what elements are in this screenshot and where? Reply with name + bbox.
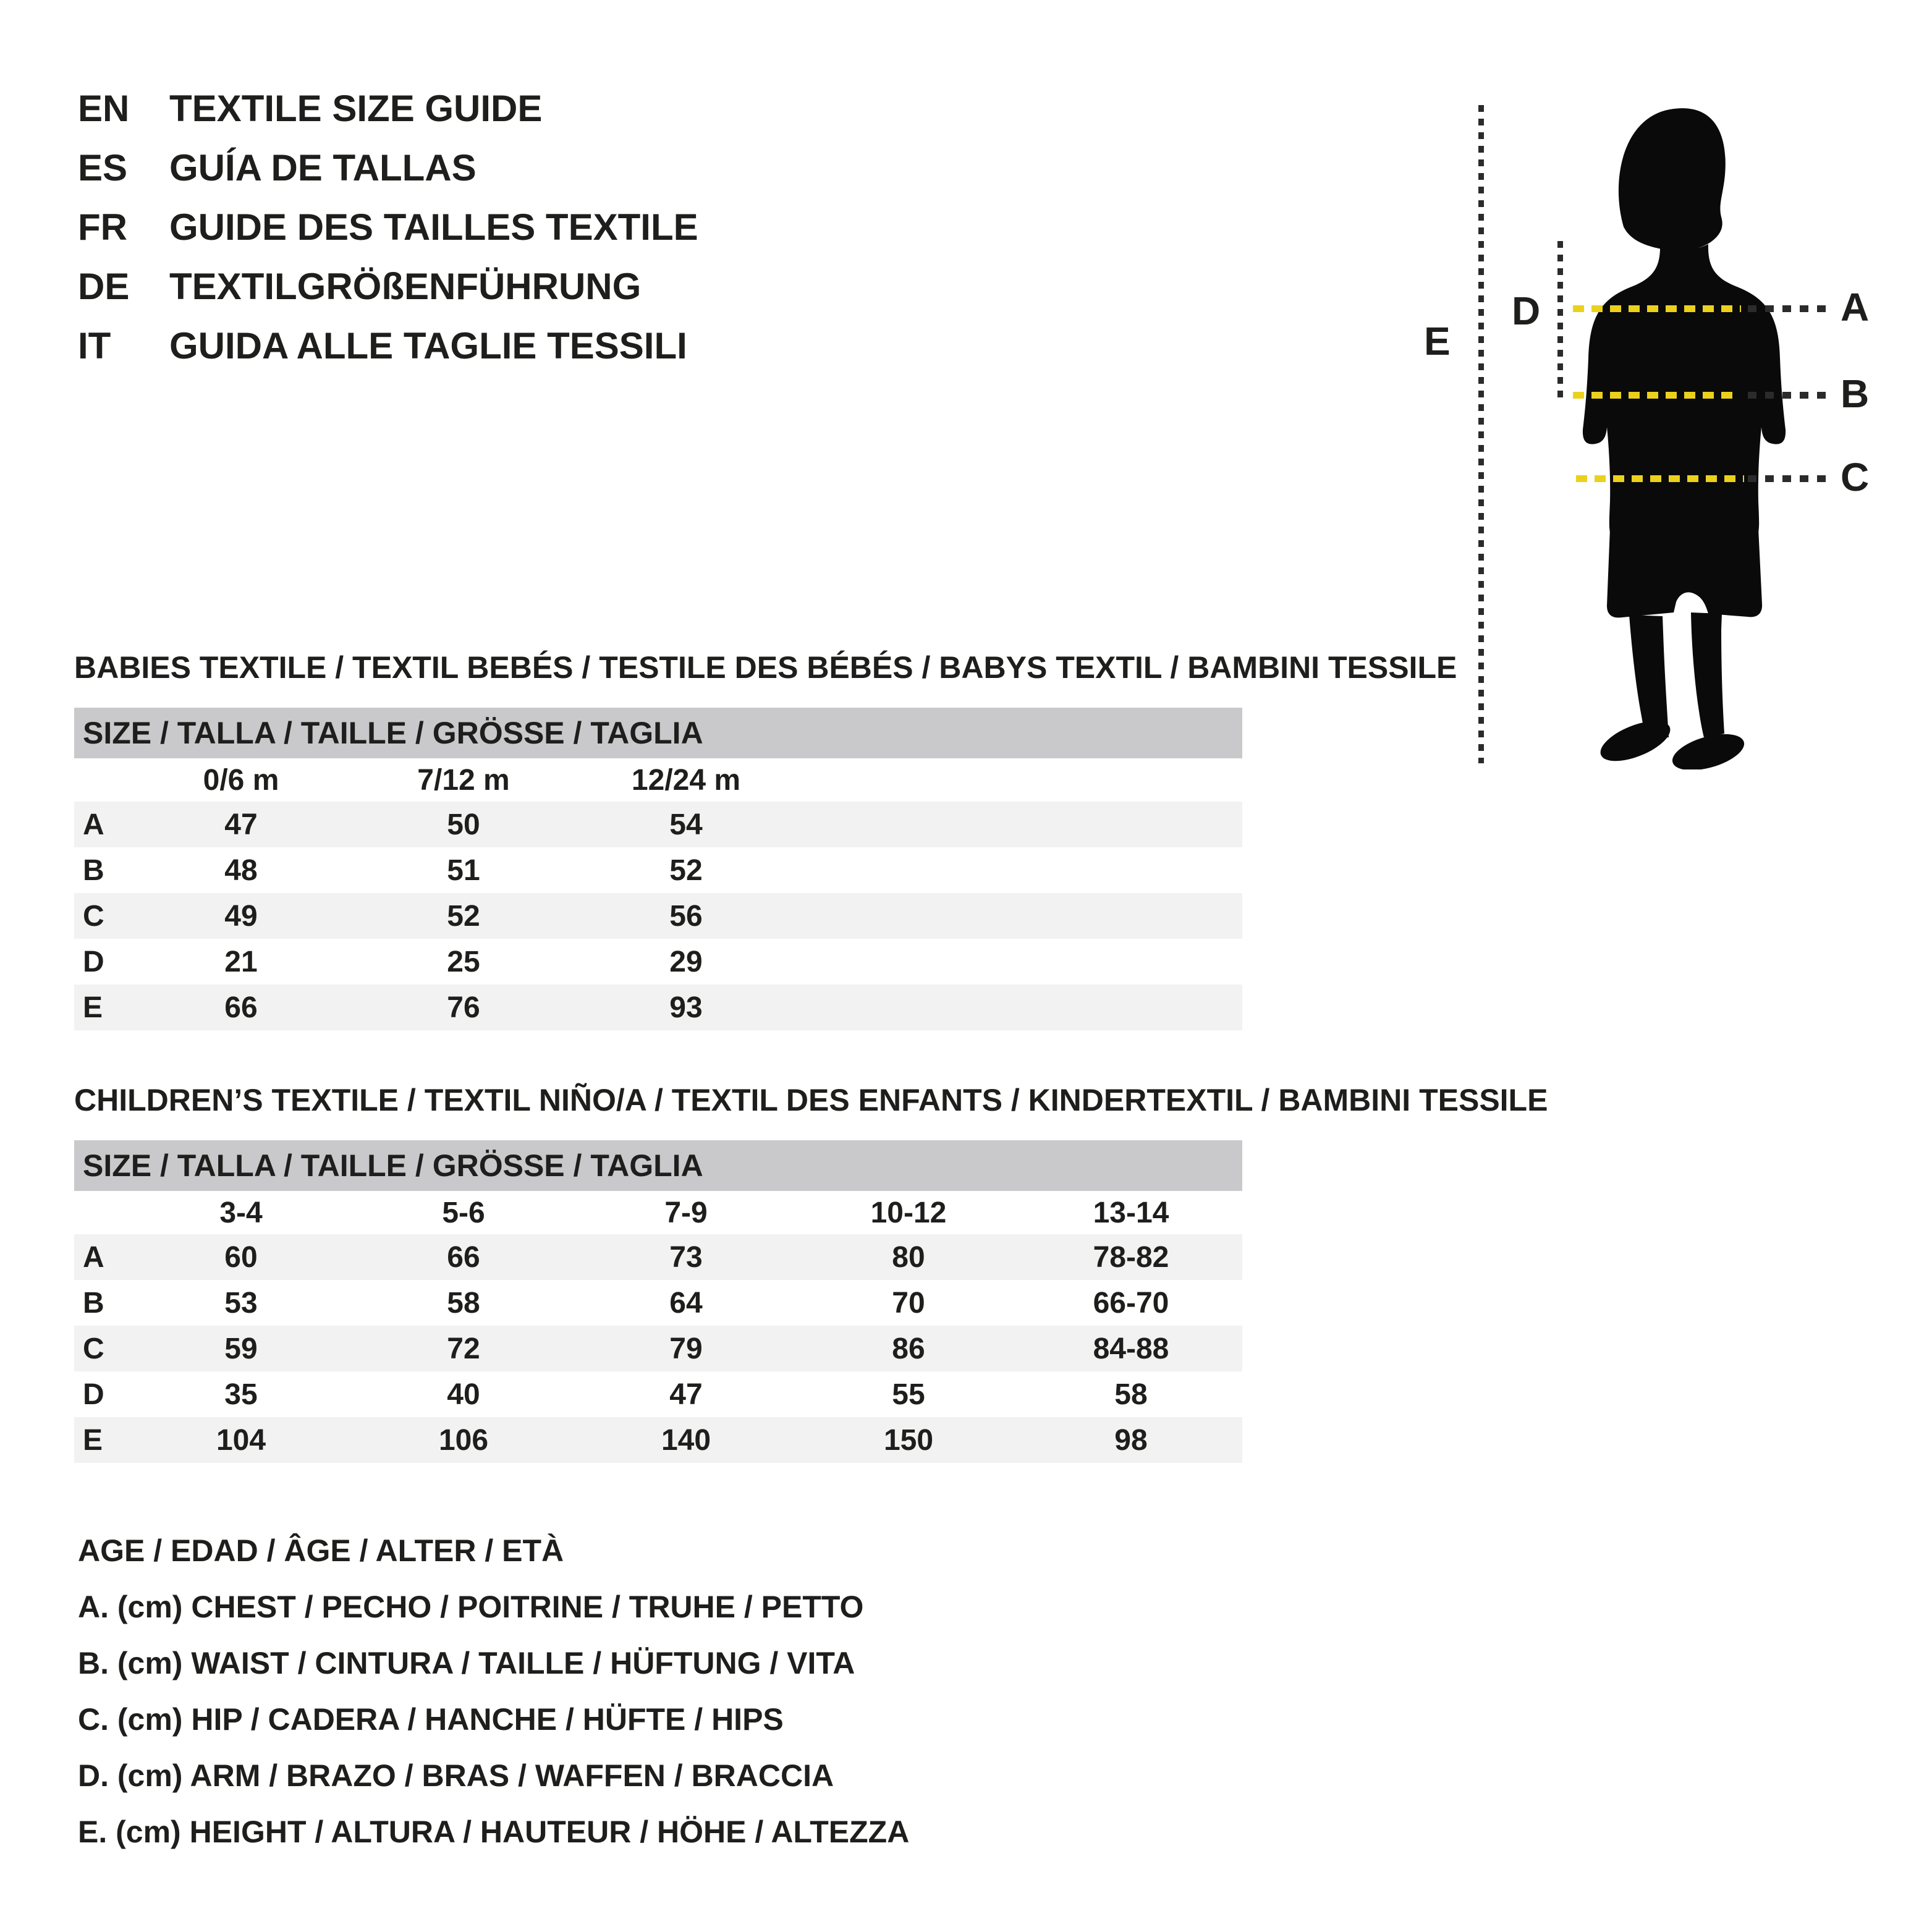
table-row [74,1234,1242,1280]
size-col-header: 3-4 [219,1196,263,1229]
table-row [74,939,1242,985]
measure-value: 66 [224,991,258,1024]
row-letter: D [83,945,104,978]
measure-value: 78-82 [1093,1240,1169,1274]
row-letter: B [83,854,104,887]
lang-row-it [78,324,687,372]
table-row [74,985,1242,1030]
figure-label-b: B [1841,371,1870,416]
measure-value: 79 [669,1332,703,1365]
lang-row-es [78,146,477,194]
measure-value: 140 [661,1423,711,1457]
table-row [74,1326,1242,1371]
lang-title: GUIDA ALLE TAGLIE TESSILI [169,325,687,366]
measure-value: 25 [447,945,480,978]
hip-measure-dash-dark [1748,475,1826,482]
silhouette-left-leg [1629,615,1669,740]
measure-value: 51 [447,854,480,887]
table-row [74,1280,1242,1326]
row-letter: E [83,991,103,1024]
measure-value: 52 [669,854,703,887]
size-col-header: 0/6 m [203,763,279,797]
measure-value: 76 [447,991,480,1024]
child-silhouette-image [1564,96,1792,769]
size-col-header: 10-12 [870,1196,947,1229]
measure-value: 66 [447,1240,480,1274]
figure-label-e: E [1424,319,1451,363]
children-table-header-bar [74,1140,1242,1191]
legend-hip: C. (cm) HIP / CADERA / HANCHE / HÜFTE / HIPS [78,1702,784,1737]
arm-measure-line [1557,241,1563,400]
table-row [74,847,1242,893]
measure-value: 60 [224,1240,258,1274]
lang-title: TEXTILGRÖßENFÜHRUNG [169,266,642,307]
lang-title: TEXTILE SIZE GUIDE [169,88,543,129]
measure-value: 53 [224,1286,258,1320]
measure-value: 21 [224,945,258,978]
row-letter: E [83,1423,103,1457]
measure-value: 47 [669,1378,703,1411]
measure-value: 93 [669,991,703,1024]
lang-row-en [78,87,542,135]
measure-value: 72 [447,1332,480,1365]
row-letter: A [83,808,104,841]
babies-size-table [74,708,1242,1030]
lang-code: IT [78,325,111,366]
babies-table-header-bar [74,708,1242,758]
measure-value: 40 [447,1378,480,1411]
measure-value: 64 [669,1286,703,1320]
children-table-header-text: SIZE / TALLA / TAILLE / GRÖSSE / TAGLIA [83,1148,703,1183]
waist-measure-dash-dark [1748,392,1826,399]
measure-value: 70 [892,1286,925,1320]
lang-code: EN [78,88,130,129]
babies-sizes-row [74,758,1242,802]
figure-label-c: C [1841,455,1870,499]
chest-measure-dash-yellow [1573,305,1741,312]
measure-value: 104 [216,1423,266,1457]
children-section-title: CHILDREN’S TEXTILE / TEXTIL NIÑO/A / TEXTIL DES ENFANTS / KINDERTEXTIL / BAMBINI TESSILE [74,1083,1548,1117]
row-letter: C [83,899,104,933]
height-measure-line [1478,105,1484,763]
measure-value: 150 [883,1423,934,1457]
measure-value: 54 [669,808,703,841]
lang-title: GUIDE DES TAILLES TEXTILE [169,206,698,248]
waist-measure-dash-yellow [1573,392,1737,399]
table-row [74,893,1242,939]
measure-value: 98 [1114,1423,1148,1457]
measure-value: 58 [447,1286,480,1320]
babies-table-header-text: SIZE / TALLA / TAILLE / GRÖSSE / TAGLIA [83,716,703,750]
measure-value: 58 [1114,1378,1148,1411]
silhouette-right-leg [1691,612,1724,737]
measure-value: 106 [438,1423,489,1457]
table-row [74,802,1242,847]
silhouette-torso [1583,244,1786,532]
babies-section-title: BABIES TEXTILE / TEXTIL BEBÉS / TESTILE DES BÉBÉS / BABYS TEXTIL / BAMBINI TESSILE [74,650,1457,685]
row-letter: A [83,1240,104,1274]
measure-value: 84-88 [1093,1332,1169,1365]
legend-waist: B. (cm) WAIST / CINTURA / TAILLE / HÜFTUNG / VITA [78,1646,855,1680]
size-col-header: 5-6 [442,1196,485,1229]
children-sizes-row [74,1191,1242,1234]
lang-code: DE [78,266,130,307]
measure-value: 35 [224,1378,258,1411]
chest-measure-dash-dark [1748,305,1826,312]
silhouette-shorts [1607,528,1762,617]
measure-value: 66-70 [1093,1286,1169,1320]
figure-label-d: D [1512,289,1541,333]
size-col-header: 7/12 m [417,763,510,797]
size-col-header: 12/24 m [631,763,741,797]
row-letter: D [83,1378,104,1411]
lang-code: ES [78,147,128,189]
measure-value: 48 [224,854,258,887]
measure-value: 86 [892,1332,925,1365]
table-row [74,1371,1242,1417]
size-col-header: 7-9 [664,1196,708,1229]
lang-title: GUÍA DE TALLAS [169,147,477,189]
figure-label-a: A [1841,285,1870,329]
measure-value: 49 [224,899,258,933]
legend-age: AGE / EDAD / ÂGE / ALTER / ETÀ [78,1533,564,1568]
lang-row-de [78,265,641,313]
measure-value: 50 [447,808,480,841]
legend-chest: A. (cm) CHEST / PECHO / POITRINE / TRUHE / PETTO [78,1590,864,1624]
lang-row-fr [78,205,698,253]
legend-height: E. (cm) HEIGHT / ALTURA / HAUTEUR / HÖHE / ALTEZZA [78,1815,910,1849]
lang-code: FR [78,206,127,248]
measure-value: 56 [669,899,703,933]
row-letter: C [83,1332,104,1365]
size-col-header: 13-14 [1093,1196,1169,1229]
legend-arm: D. (cm) ARM / BRAZO / BRAS / WAFFEN / BRACCIA [78,1758,834,1793]
hip-measure-dash-yellow [1576,475,1744,482]
measure-value: 52 [447,899,480,933]
children-size-table [74,1140,1242,1463]
table-row [74,1417,1242,1463]
measure-value: 73 [669,1240,703,1274]
silhouette-head [1619,108,1726,251]
measure-value: 59 [224,1332,258,1365]
row-letter: B [83,1286,104,1320]
measure-value: 29 [669,945,703,978]
measure-value: 55 [892,1378,925,1411]
measure-value: 80 [892,1240,925,1274]
measure-value: 47 [224,808,258,841]
